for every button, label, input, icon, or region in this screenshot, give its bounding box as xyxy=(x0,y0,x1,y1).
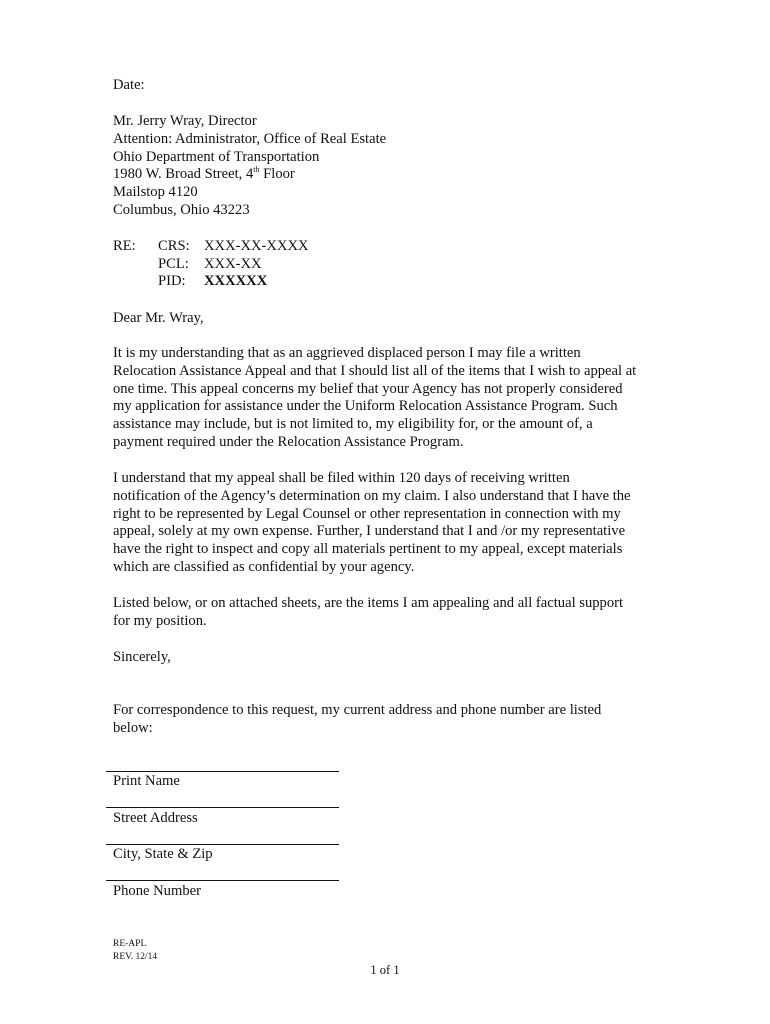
street-address-label: Street Address xyxy=(113,810,198,826)
city-state-zip-line[interactable] xyxy=(106,844,339,845)
re-value-pid: XXXXXX xyxy=(204,273,268,289)
form-revision: REV. 12/14 xyxy=(113,952,158,962)
phone-number-label: Phone Number xyxy=(113,883,201,899)
recipient-city: Columbus, Ohio 43223 xyxy=(113,201,250,218)
paragraph-appeal-rights: It is my understanding that as an aggrieved displaced person I may file a written Relocation Assistance Appeal and that I should list all of the items that I wish to appeal at one time. This appeal concerns my belief that your Agency has not properly considered my application for assistance under the Uniform Relocation Assistance Program. Such assistance may include, but is not limited to, my eligibility for, or the amount of, a payment required under the Relocation Assistance Program. xyxy=(113,345,637,450)
salutation: Dear Mr. Wray, xyxy=(113,310,204,326)
date-label: Date: xyxy=(113,77,145,93)
phone-number-line[interactable] xyxy=(106,880,339,881)
re-value-crs: XXX-XX-XXXX xyxy=(204,238,309,254)
page-number: 1 of 1 xyxy=(370,963,400,977)
closing: Sincerely, xyxy=(113,649,171,665)
recipient-name: Mr. Jerry Wray, Director xyxy=(113,113,257,129)
re-key-pcl: PCL: xyxy=(158,256,189,272)
print-name-label: Print Name xyxy=(113,773,180,789)
city-state-zip-label: City, State & Zip xyxy=(113,846,213,862)
street-address-line[interactable] xyxy=(106,807,339,808)
re-key-crs: CRS: xyxy=(158,238,190,254)
recipient-department: Ohio Department of Transportation xyxy=(113,148,320,165)
paragraph-filing-deadline: I understand that my appeal shall be filed within 120 days of receiving written notification of the Agency’s determination on my claim. I also understand that I have the right to be represented by Legal Counsel or other representation in connection with my appeal, solely at my own expense. Further, I understand that I and /or my representative have the right to inspect and copy all materials pertinent to my appeal, except materials which are classified as confidential by your agency. xyxy=(113,470,631,575)
form-footer xyxy=(113,938,157,964)
recipient-mailstop: Mailstop 4120 xyxy=(113,184,198,201)
re-value-pcl: XXX-XX xyxy=(204,256,262,272)
recipient-address xyxy=(113,113,661,220)
form-code: RE-APL xyxy=(113,939,147,949)
re-key-pid: PID: xyxy=(158,273,186,289)
recipient-street: 1980 W. Broad Street, 4th Floor xyxy=(113,165,295,183)
re-label: RE: xyxy=(113,238,136,254)
print-name-line[interactable] xyxy=(106,771,339,772)
paragraph-correspondence: For correspondence to this request, my current address and phone number are listed below: xyxy=(113,702,602,736)
paragraph-items-listed: Listed below, or on attached sheets, are the items I am appealing and all factual support for my position. xyxy=(113,595,624,629)
recipient-attention: Attention: Administrator, Office of Real Estate xyxy=(113,130,387,147)
